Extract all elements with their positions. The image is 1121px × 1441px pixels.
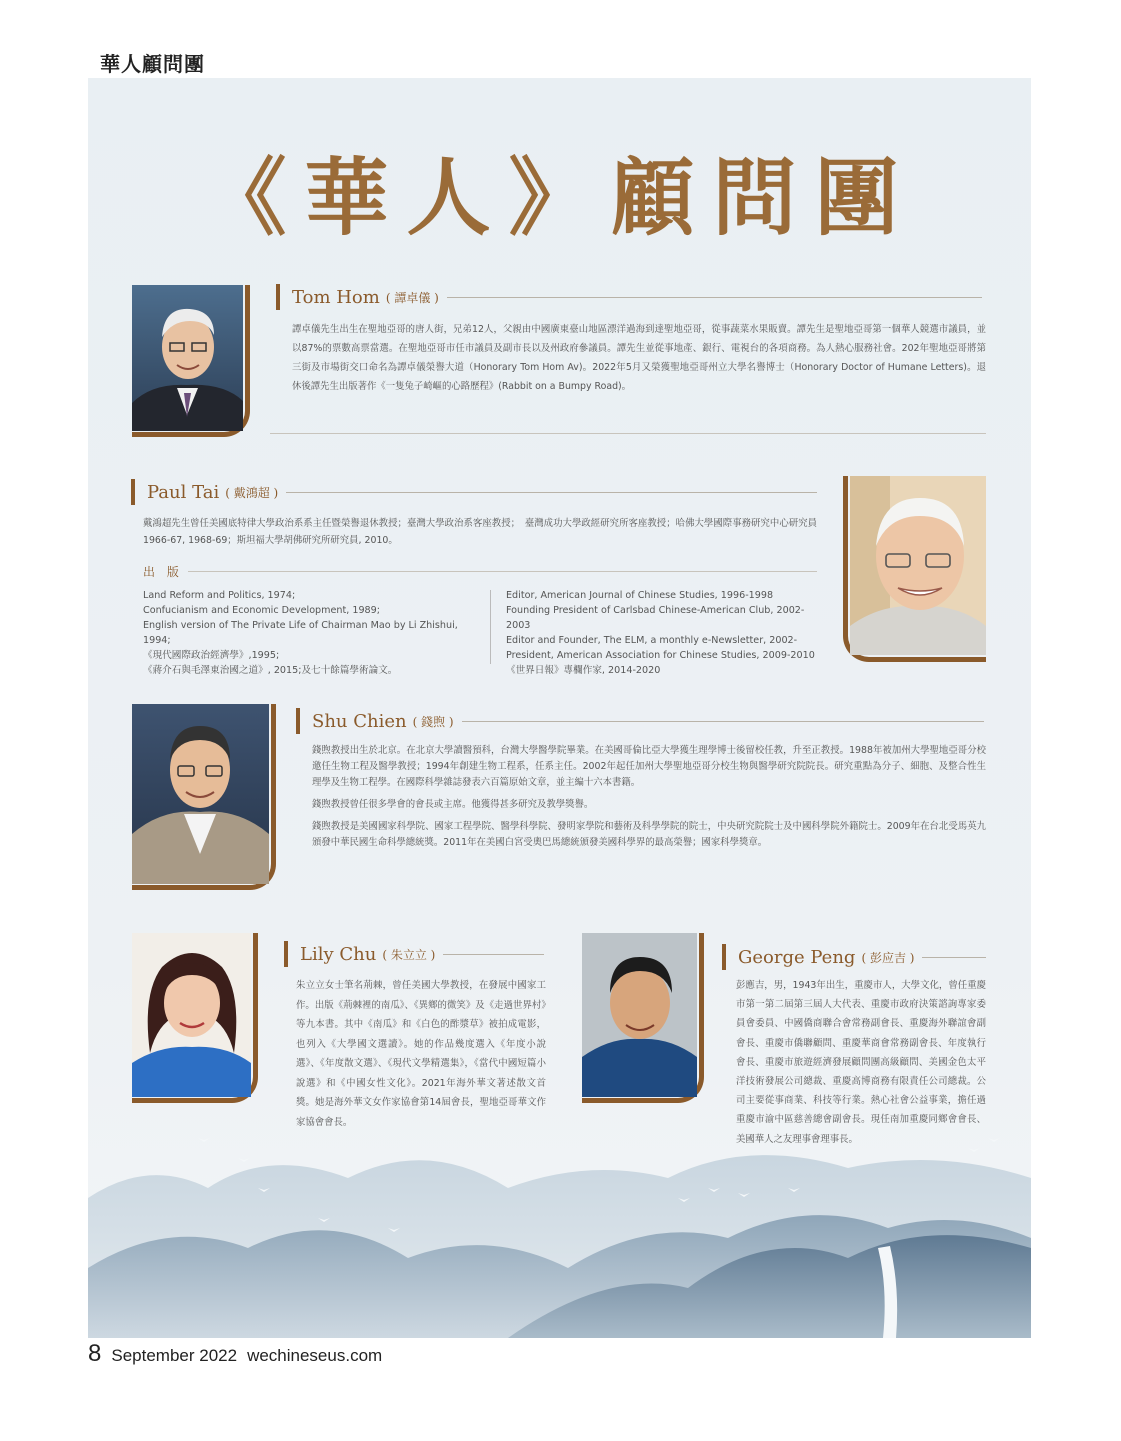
shu-chien-photo	[132, 704, 276, 890]
name-accent-bar	[276, 284, 280, 310]
name-accent-bar	[131, 479, 135, 505]
section-divider	[270, 433, 986, 434]
paul-tai-name-en: Paul Tai	[147, 481, 220, 503]
publications-left	[143, 588, 483, 678]
paul-tai-name-zh: ( 戴鴻超 )	[225, 485, 279, 500]
site-url: wechineseus.com	[247, 1346, 383, 1365]
tom-hom-photo	[132, 285, 250, 437]
lily-chu-name-zh: ( 朱立立 )	[382, 947, 436, 962]
lily-chu-name-row	[284, 941, 544, 967]
lily-chu-bio: 朱立立女士筆名荊棘，曾任美國大學教授，在發展中國家工作。出版《荊棘裡的南瓜》、《異鄉的微笑》及《走過世界村》等九本書。其中《南瓜》和《白色的酢漿草》被拍成電影，也列入《大學國文選讀》。她的作品幾度選入《年度小說選》、《年度散文選》、《現代文學精選集》，《當代中國短篇小說選》和《中國女性文化》。2021年海外華文著述散文首獎。她是海外華文女作家協會第14屆會長，聖地亞哥華文作家協會會長。	[296, 980, 546, 1128]
publication-item: 《蔣介石與毛澤東治國之道》, 2015;及七十餘篇學術論文。	[143, 665, 398, 676]
tom-hom-name-row	[276, 284, 982, 310]
name-rule	[443, 954, 544, 955]
publication-item: Editor and Founder, The ELM, a monthly e-Newsletter, 2002-	[506, 635, 798, 646]
george-peng-photo	[582, 933, 704, 1103]
paul-tai-bio: 戴鴻超先生曾任美國底特律大學政治系系主任暨榮譽退休教授；臺灣大學政治系客座教授； 臺灣成功大學政經研究所客座教授；哈佛大學國際事務研究中心研究員1966-67, 1968-69；斯坦福大學胡佛研究所研究員, 2010。	[143, 518, 817, 546]
name-rule	[447, 297, 982, 298]
name-accent-bar	[296, 708, 300, 734]
lily-chu-name-en: Lily Chu	[300, 943, 377, 965]
shu-chien-bio	[312, 743, 986, 857]
bio-paragraph: 錢煦教授出生於北京。在北京大學讀醫預科，台灣大學醫學院畢業。在美國哥倫比亞大學獲生理學博士後留校任教，升至正教授。1988年被加州大學聖地亞哥分校邀任生物工程及醫學教授；1994年創建生物工程系，任系主任。2002年起任加州大學聖地亞哥分校生物與醫學研究院院長。研究重點為分子、細胞、及整合性生理學及生物工程學。在國際科學雜誌發表六百篇原始文章，並主編十六本書籍。	[312, 745, 986, 788]
publication-item: Editor, American Journal of Chinese Studies, 1996-1998	[506, 590, 774, 601]
page-number: 8	[88, 1340, 102, 1367]
george-peng-bio: 彭應吉，男，1943年出生，重慶市人，大學文化，曾任重慶市第一第二屆第三屆人大代表、重慶市政府決策諮詢專家委員會委員、中國僑商聯合會常務副會長、重慶海外聯誼會副會長、重慶市僑聯顧問、重慶華商會常務副會長、年度執行會長、重慶市旅遊經濟發展顧問團高級顧問、美國金色太平洋技術發展公司總裁、重慶高博商務有限責任公司總裁。公司主要從事商業、科技等行業。熱心社會公益事業，擔任過重慶市渝中區慈善總會副會長。現任南加重慶同鄉會會長、美國華人之友理事會理事長。	[736, 980, 986, 1145]
shu-chien-name-zh: ( 錢煦 )	[412, 714, 454, 729]
publications-heading: 出 版	[143, 565, 183, 579]
publication-item: Land Reform and Politics, 1974;	[143, 590, 296, 601]
publication-item: 《世界日報》專欄作家, 2014-2020	[506, 665, 661, 676]
name-rule	[462, 721, 984, 722]
mountain-landscape-illustration	[88, 1118, 1031, 1338]
name-accent-bar	[284, 941, 288, 967]
shu-chien-name-en: Shu Chien	[312, 710, 407, 732]
publications-column-divider	[490, 590, 491, 664]
bio-paragraph: 錢煦教授曾任很多學會的會長或主席。他獲得甚多研究及教學獎譽。	[312, 799, 594, 810]
page-title: 《華人》顧問團	[202, 148, 917, 247]
publication-item: Confucianism and Economic Development, 1989;	[143, 605, 380, 616]
page-footer	[88, 1340, 382, 1368]
running-head: 華人顧問團	[100, 52, 205, 76]
name-rule	[922, 957, 986, 958]
name-accent-bar	[722, 944, 726, 970]
tom-hom-bio: 譚卓儀先生出生在聖地亞哥的唐人街，兄弟12人，父親由中國廣東臺山地區漂洋過海到達聖地亞哥，從事蔬菜水果販賣。譚先生是聖地亞哥第一個華人競選市議員，並以87%的票數高票當選。在聖地亞哥市任市議員及副市長以及州政府參議員。譚先生並從事地產、銀行、電視台的各項商務。為人熱心服務社會。202年聖地亞哥將第三街及市場街交口命名為譚卓儀榮譽大道（Honorary Tom Hom Av)。2022年5月又榮獲聖地亞哥州立大學名譽博士（Honorary Doctor of Humane Letters)。退休後譚先生出版著作《一隻兔子崎嶇的心路歷程》(Rabbit on a Bumpy Road)。	[292, 324, 986, 392]
publication-item: President, American Association for Chinese Studies, 2009-2010	[506, 650, 815, 661]
name-rule	[286, 492, 817, 493]
tom-hom-name-zh: ( 譚卓儀 )	[385, 290, 439, 305]
tom-hom-name-en: Tom Hom	[292, 286, 380, 308]
lily-chu-photo	[132, 933, 258, 1103]
shu-chien-name-row	[296, 708, 984, 734]
publication-item: English version of The Private Life of Chairman Mao by Li Zhishui, 1994;	[143, 620, 458, 646]
issue-date: September 2022	[111, 1346, 238, 1365]
publication-item: Founding President of Carlsbad Chinese-American Club, 2002-2003	[506, 605, 805, 631]
bio-paragraph: 錢煦教授是美國國家科學院、國家工程學院、醫學科學院、發明家學院和藝術及科學學院的院士，中央研究院院士及中國科學院外籍院士。2009年在台北受馬英九頒發中華民國生命科學總統獎。2011年在美國白宮受奧巴馬總統頒發美國科學界的最高榮譽；國家科學獎章。	[312, 821, 986, 848]
paul-tai-name-row	[131, 479, 817, 505]
publications-rule	[188, 571, 817, 572]
george-peng-name-row	[722, 944, 986, 970]
george-peng-name-en: George Peng	[738, 946, 856, 968]
content-panel	[88, 78, 1031, 1338]
publications-right	[506, 588, 826, 678]
george-peng-name-zh: ( 彭应吉 )	[861, 950, 915, 965]
paul-tai-photo	[843, 476, 986, 662]
publication-item: 《現代國際政治經濟學》,1995;	[143, 650, 280, 661]
